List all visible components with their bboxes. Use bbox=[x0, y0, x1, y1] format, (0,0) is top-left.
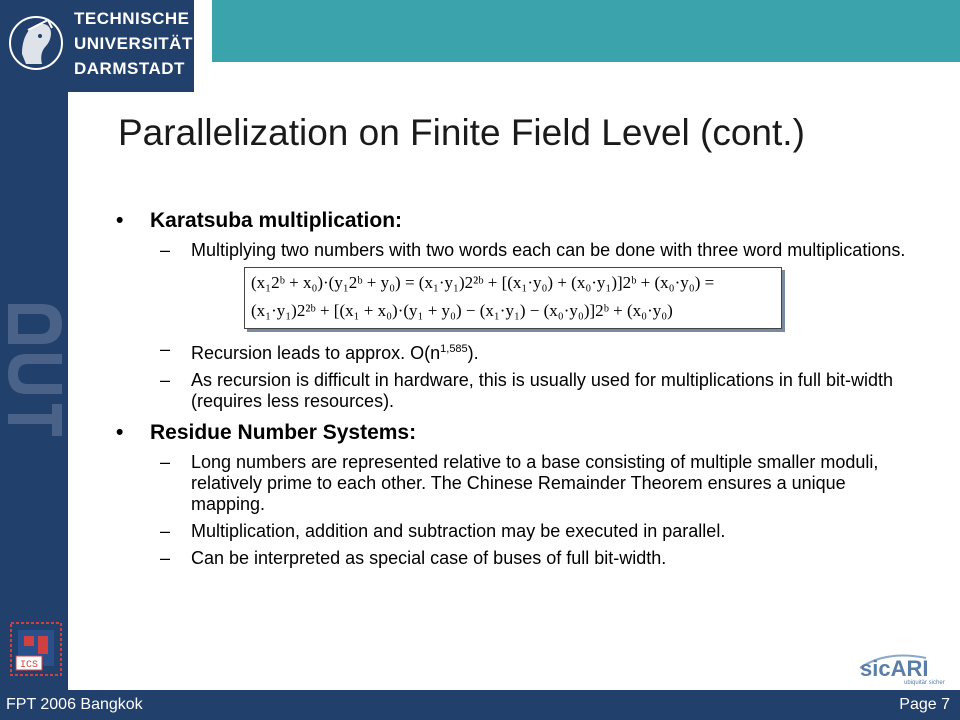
sub-bullet-text: Long numbers are represented relative to a base consisting of multiple smaller moduli, relatively prime to each other. The Chinese Remainder Theorem ensures a unique mapping. bbox=[191, 452, 879, 514]
dash-marker: – bbox=[160, 452, 171, 472]
sub-bullet bbox=[116, 339, 916, 364]
footer-event: FPT 2006 Bangkok bbox=[6, 696, 143, 713]
bullet-heading: Karatsuba multiplication: bbox=[150, 209, 403, 232]
sub-bullet bbox=[116, 452, 916, 515]
university-logo bbox=[0, 0, 194, 92]
exponent: 1,585 bbox=[440, 343, 468, 355]
slide-body bbox=[116, 208, 916, 575]
dash-marker: – bbox=[160, 240, 171, 260]
sub-bullet bbox=[116, 521, 916, 542]
formula-line-2: (x₁·y₁)2²ᵇ + [(x₁ + x₀)·(y₁ + y₀) − (x₁·y₁) − (x₀·y₀)]2ᵇ + (x₀·y₀) bbox=[251, 301, 673, 320]
sub-bullet-text: Can be interpreted as special case of buses of full bit-width. bbox=[191, 548, 667, 568]
dash-marker: – bbox=[160, 339, 171, 359]
bullet-dot: • bbox=[116, 209, 124, 232]
ics-label: ICS bbox=[19, 660, 39, 671]
dash-marker: – bbox=[160, 370, 171, 390]
sicari-wordmark: sicARI bbox=[860, 656, 929, 681]
sub-bullet-text: Multiplication, addition and subtraction may be executed in parallel. bbox=[191, 521, 726, 541]
bullet-residue-number-systems bbox=[116, 420, 916, 446]
bullet-dot: • bbox=[116, 421, 124, 444]
dash-marker: – bbox=[160, 548, 171, 568]
logo-line-2: UNIVERSITÄT bbox=[74, 34, 193, 53]
university-name bbox=[74, 6, 193, 81]
sub-bullet bbox=[116, 370, 916, 412]
tud-vertical-logo bbox=[2, 300, 68, 440]
logo-line-1: TECHNISCHE bbox=[74, 9, 190, 28]
footer-page-number: Page 7 bbox=[899, 696, 950, 713]
sicari-tagline: ubiquitär sicher bbox=[904, 680, 945, 686]
bullet-heading: Residue Number Systems: bbox=[150, 421, 417, 444]
karatsuba-formula bbox=[244, 267, 782, 329]
sicari-logo bbox=[856, 648, 952, 686]
logo-line-3: DARMSTADT bbox=[74, 59, 185, 78]
sub-bullet-text: Multiplying two numbers with two words each can be done with three word multiplications. bbox=[191, 240, 906, 260]
sub-bullet bbox=[116, 240, 916, 261]
sub-bullet-text: As recursion is difficult in hardware, this is usually used for multiplications in full bit-width (requires less resources). bbox=[191, 370, 893, 411]
sub-bullet-text: Recursion leads to approx. O(n bbox=[191, 343, 441, 363]
bullet-karatsuba bbox=[116, 208, 916, 234]
dash-marker: – bbox=[160, 521, 171, 541]
formula-line-1: (x₁2ᵇ + x₀)·(y₁2ᵇ + y₀) = (x₁·y₁)2²ᵇ + [(x₁·y₀) + (x₀·y₁)]2ᵇ + (x₀·y₀) = bbox=[251, 273, 715, 292]
sub-bullet bbox=[116, 548, 916, 569]
footer-bar bbox=[0, 690, 960, 720]
ics-logo-icon bbox=[10, 622, 62, 676]
top-accent-bar bbox=[212, 0, 960, 62]
slide-title: Parallelization on Finite Field Level (cont.) bbox=[118, 112, 805, 153]
sub-bullet-tail: ). bbox=[467, 343, 479, 363]
athena-seal-icon bbox=[8, 8, 64, 78]
